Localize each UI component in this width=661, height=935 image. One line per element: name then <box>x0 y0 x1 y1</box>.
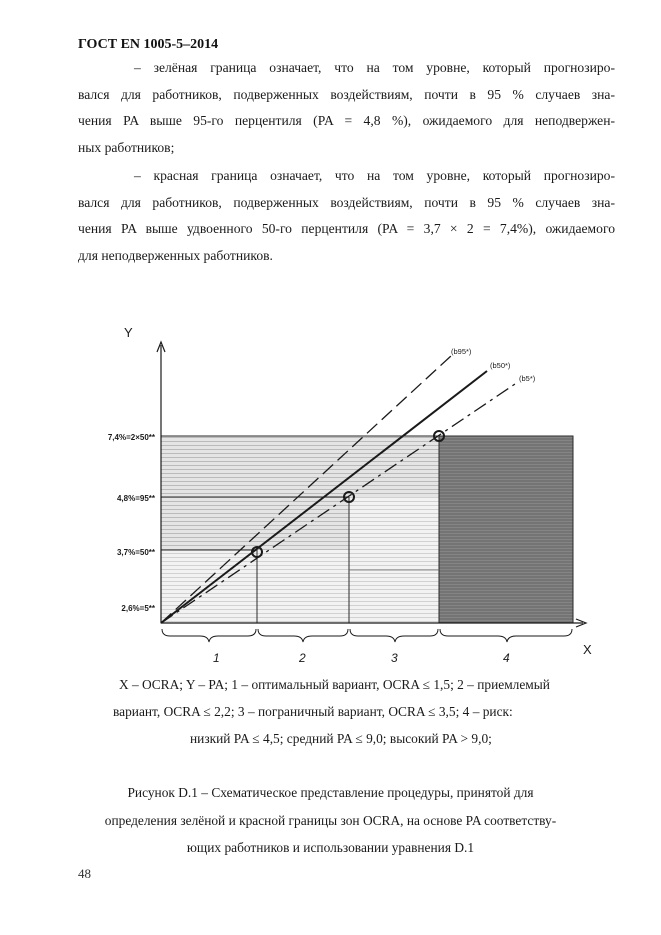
figure-caption-line: ющих работников и использовании уравнения D.1 <box>186 840 475 855</box>
legend-line: вариант, OCRA ≤ 2,2; 3 – пограничный вариант, OCRA ≤ 3,5; 4 – риск: <box>113 704 513 719</box>
line-label-b95: (b95*) <box>451 347 472 356</box>
zone-2-area <box>257 550 349 623</box>
y-tick-label: 3,7%=50** <box>116 548 155 557</box>
y-tick-label: 2,6%=5** <box>121 604 155 613</box>
zone-4-area <box>439 436 573 623</box>
text-line: для неподверженных работников. <box>78 247 273 263</box>
zone-number: 3 <box>391 651 398 665</box>
text-line: – красная граница означает, что на том уровне, который прогнозиро- <box>134 168 615 183</box>
text-line: ных работников; <box>78 139 175 155</box>
text-line: чения PA выше 95-го перцентиля (PA = 4,8 %), ожидаемого для неподвержен- <box>78 113 615 128</box>
figure-caption-line: Рисунок D.1 – Схематическое представление процедуры, принятой для <box>127 785 534 800</box>
line-label-b5: (b5*) <box>519 374 536 383</box>
legend-line: X – OCRA; Y – PA; 1 – оптимальный вариант, OCRA ≤ 1,5; 2 – приемлемый <box>119 677 550 692</box>
figure-caption-line: определения зелёной и красной границы зон OCRA, на основе PA соответству- <box>104 813 557 828</box>
y-tick-label: 4,8%=95** <box>116 494 155 503</box>
zone-number: 4 <box>503 651 510 665</box>
brace-zone-4 <box>440 629 572 642</box>
y-axis-label: Y <box>124 325 133 340</box>
zone-number: 1 <box>213 651 220 665</box>
text-line: чения PA выше удвоенного 50-го перцентиля (PA = 3,7 × 2 = 7,4%), ожидаемого <box>78 221 615 236</box>
brace-zone-1 <box>162 629 256 642</box>
y-tick-label: 7,4%=2×50** <box>107 433 155 442</box>
brace-zone-3 <box>350 629 438 642</box>
x-axis-label: X <box>583 642 592 657</box>
standard-number: ГОСТ EN 1005-5–2014 <box>78 37 219 52</box>
line-label-b50: (b50*) <box>490 361 511 370</box>
brace-zone-2 <box>258 629 348 642</box>
text-line: вался для работников, подверженных воздействиям, почти в 95 % случаев зна- <box>78 86 615 102</box>
zone-number: 2 <box>299 651 306 665</box>
text-line: – зелёная граница означает, что на том уровне, который прогнозиро- <box>134 60 615 75</box>
zone-3-area <box>349 497 439 623</box>
page-number: 48 <box>78 866 91 881</box>
text-line: вался для работников, подверженных воздействиям, почти в 95 % случаев зна- <box>78 194 615 210</box>
legend-line: низкий PA ≤ 4,5; средний PA ≤ 9,0; высокий PA > 9,0; <box>190 731 492 746</box>
